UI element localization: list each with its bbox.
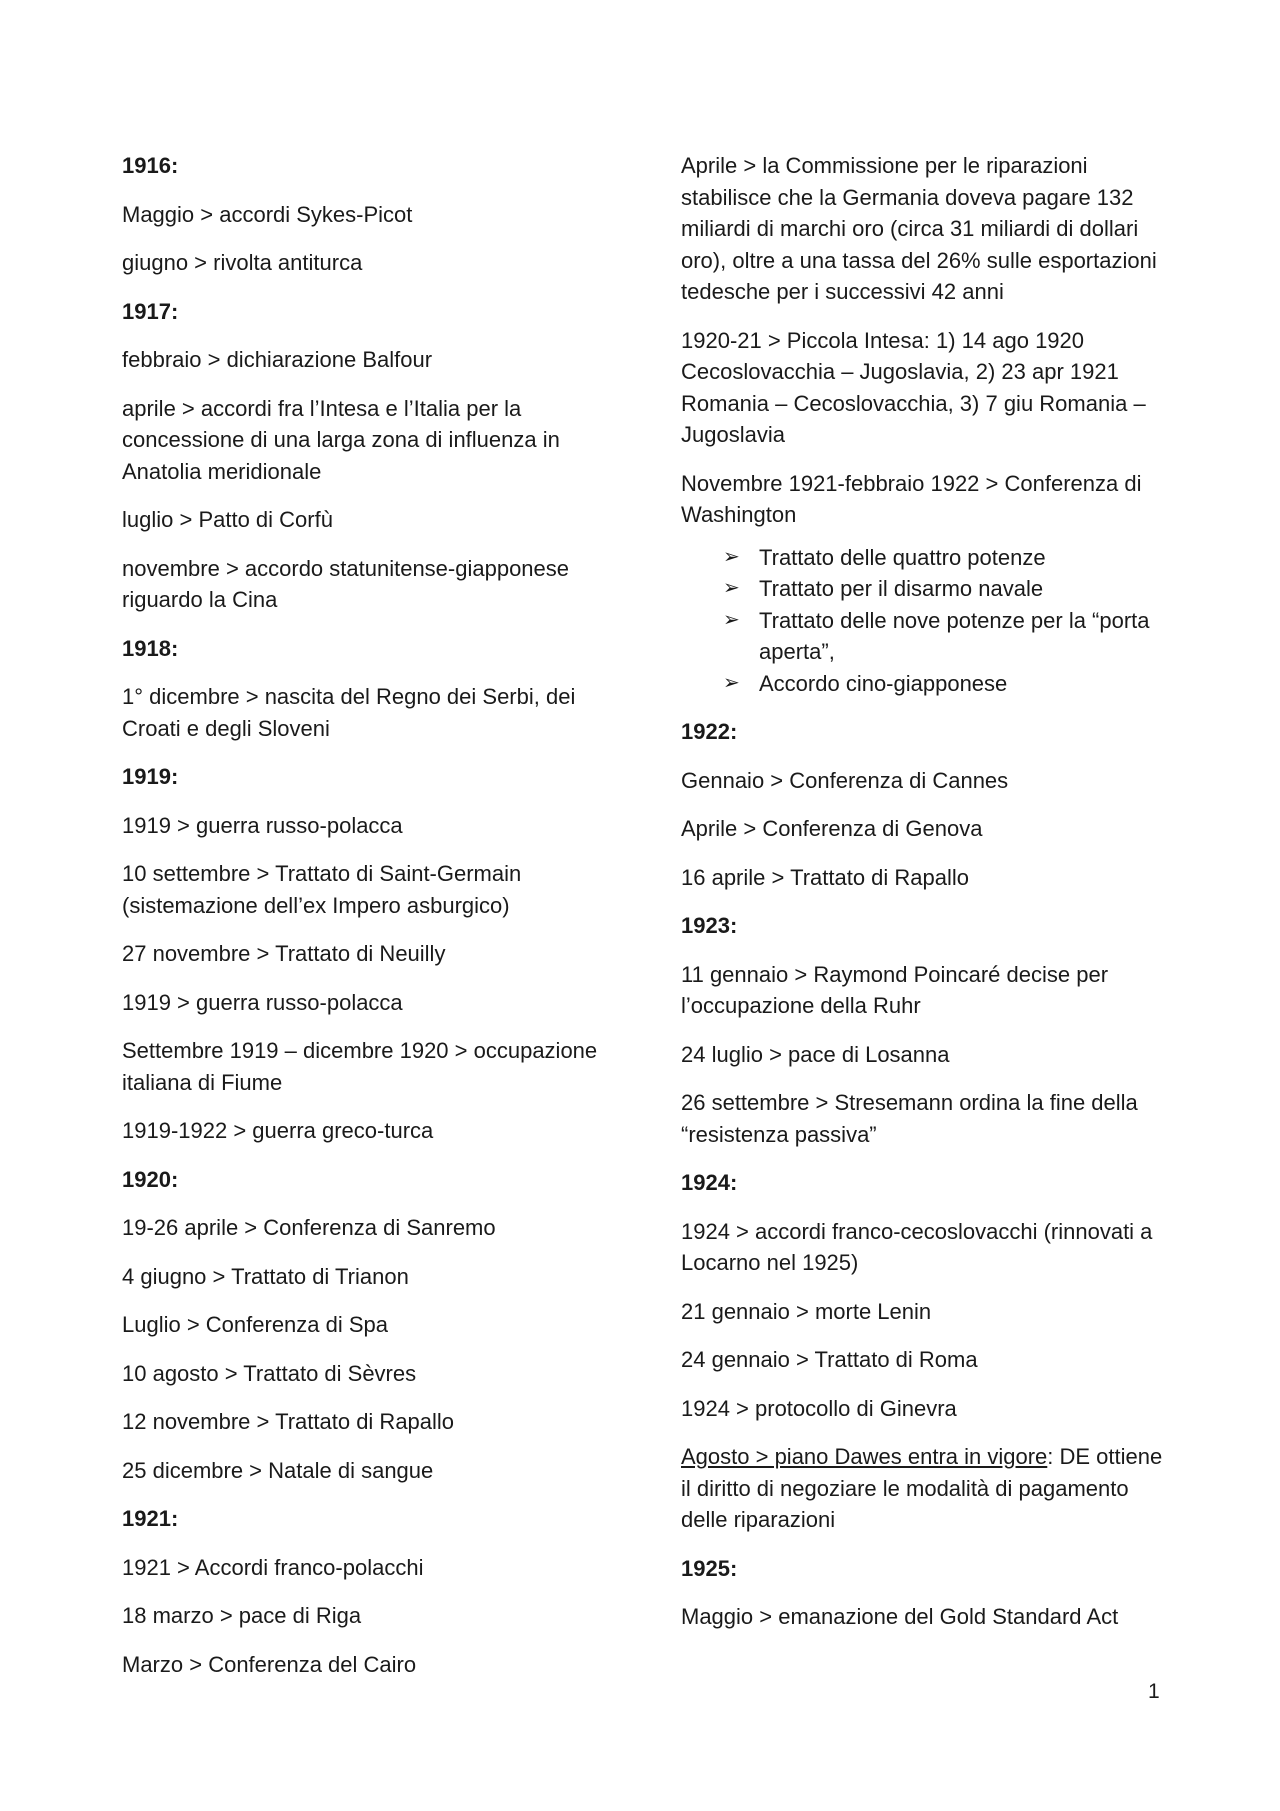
timeline-entry: 27 novembre > Trattato di Neuilly: [122, 941, 446, 966]
timeline-entry: 1° dicembre > nascita del Regno dei Serbi, dei Croati e degli Sloveni: [122, 684, 576, 741]
timeline-entry: giugno > rivolta antiturca: [122, 250, 363, 275]
list-item: [723, 668, 1171, 700]
year-heading: 1925:: [681, 1555, 738, 1581]
left-column: [122, 150, 602, 1697]
list-item-text: Trattato delle quattro potenze: [759, 544, 1046, 570]
year-heading: 1916:: [122, 153, 179, 178]
year-heading: 1924:: [681, 1170, 738, 1195]
year-heading: 1918:: [122, 635, 179, 661]
list-item: [723, 573, 1171, 605]
timeline-entry: febbraio > dichiarazione Balfour: [122, 347, 433, 372]
timeline-entry: Maggio > emanazione del Gold Standard Act: [681, 1604, 1119, 1629]
timeline-entry: 1920-21 > Piccola Intesa: 1) 14 ago 1920 Cecoslovacchia – Jugoslavia, 2) 23 apr 1921 Romania – Cecoslovacchia, 3) 7 giu Romania – Jugoslavia: [681, 327, 1146, 447]
timeline-entry: 1919-1922 > guerra greco-turca: [122, 1118, 434, 1143]
year-heading: 1922:: [681, 719, 738, 744]
timeline-entry: luglio > Patto di Corfù: [122, 507, 333, 532]
timeline-entry: Settembre 1919 – dicembre 1920 > occupazione italiana di Fiume: [122, 1038, 598, 1095]
timeline-entry: Luglio > Conferenza di Spa: [122, 1312, 389, 1337]
list-item-text: Trattato delle nove potenze per la “porta aperta”,: [759, 607, 1150, 664]
timeline-entry: 10 settembre > Trattato di Saint-Germain (sistemazione dell’ex Impero asburgico): [122, 861, 522, 918]
timeline-entry: 24 luglio > pace di Losanna: [681, 1041, 950, 1067]
timeline-entry: aprile > accordi fra l’Intesa e l’Italia per la concessione di una larga zona di influenza in Anatolia meridionale: [122, 395, 560, 484]
list-item: [723, 542, 1171, 574]
timeline-entry: Aprile > la Commissione per le riparazioni stabilisce che la Germania doveva pagare 132 miliardi di marchi oro (circa 31 miliardi di dollari oro), oltre a una tassa del 26% sulle esportazioni tedesche per i successivi 42 anni: [681, 153, 1157, 304]
timeline-entry: 19-26 aprile > Conferenza di Sanremo: [122, 1215, 496, 1240]
list-item-text: Trattato per il disarmo navale: [759, 576, 1044, 601]
timeline-entry: 4 giugno > Trattato di Trianon: [122, 1263, 409, 1289]
timeline-entry: Gennaio > Conferenza di Cannes: [681, 767, 1009, 793]
timeline-entry: 21 gennaio > morte Lenin: [681, 1298, 932, 1324]
timeline-entry: 1919 > guerra russo-polacca: [122, 989, 403, 1015]
timeline-entry: 12 novembre > Trattato di Rapallo: [122, 1409, 455, 1434]
timeline-entry: 10 agosto > Trattato di Sèvres: [122, 1360, 417, 1386]
arrow-bullet-icon: ➢: [723, 545, 740, 568]
entry-text: : DE ottiene il diritto di negoziare le modalità di pagamento delle riparazioni: [681, 1444, 1163, 1532]
page-number: 1: [1148, 1680, 1160, 1703]
timeline-entry: 24 gennaio > Trattato di Roma: [681, 1347, 978, 1372]
timeline-entry: [681, 1441, 1171, 1536]
timeline-entry: 1919 > guerra russo-polacca: [122, 812, 403, 838]
year-heading: 1919:: [122, 764, 179, 789]
year-heading: 1917:: [122, 298, 179, 324]
timeline-entry: 25 dicembre > Natale di sangue: [122, 1457, 434, 1483]
timeline-entry: 1924 > protocollo di Ginevra: [681, 1395, 957, 1421]
arrow-bullet-icon: ➢: [723, 608, 740, 631]
timeline-entry: Marzo > Conferenza del Cairo: [122, 1651, 417, 1677]
timeline-entry: 11 gennaio > Raymond Poincaré decise per l’occupazione della Ruhr: [681, 961, 1109, 1018]
year-heading: 1920:: [122, 1166, 179, 1192]
list-item-text: Accordo cino-giapponese: [759, 670, 1008, 696]
year-heading: 1923:: [681, 913, 738, 938]
arrow-bullet-icon: ➢: [723, 577, 740, 599]
timeline-entry: Aprile > Conferenza di Genova: [681, 816, 983, 841]
timeline-entry: Novembre 1921-febbraio 1922 > Conferenza di Washington: [681, 470, 1142, 527]
arrow-bullet-icon: ➢: [723, 671, 740, 694]
timeline-entry: novembre > accordo statunitense-giapponese riguardo la Cina: [122, 555, 570, 612]
timeline-entry: 16 aprile > Trattato di Rapallo: [681, 864, 970, 890]
timeline-entry: Maggio > accordi Sykes-Picot: [122, 201, 413, 227]
right-column: [681, 150, 1171, 1650]
washington-treaties-list: [681, 542, 1171, 700]
underlined-text: Agosto > piano Dawes entra in vigore: [681, 1444, 1048, 1469]
year-heading: 1921:: [122, 1506, 179, 1531]
timeline-entry: 26 settembre > Stresemann ordina la fine della “resistenza passiva”: [681, 1090, 1138, 1147]
timeline-entry: 18 marzo > pace di Riga: [122, 1603, 362, 1628]
list-item: [723, 605, 1171, 668]
timeline-entry: 1921 > Accordi franco-polacchi: [122, 1554, 424, 1580]
timeline-entry: 1924 > accordi franco-cecoslovacchi (rinnovati a Locarno nel 1925): [681, 1218, 1153, 1275]
